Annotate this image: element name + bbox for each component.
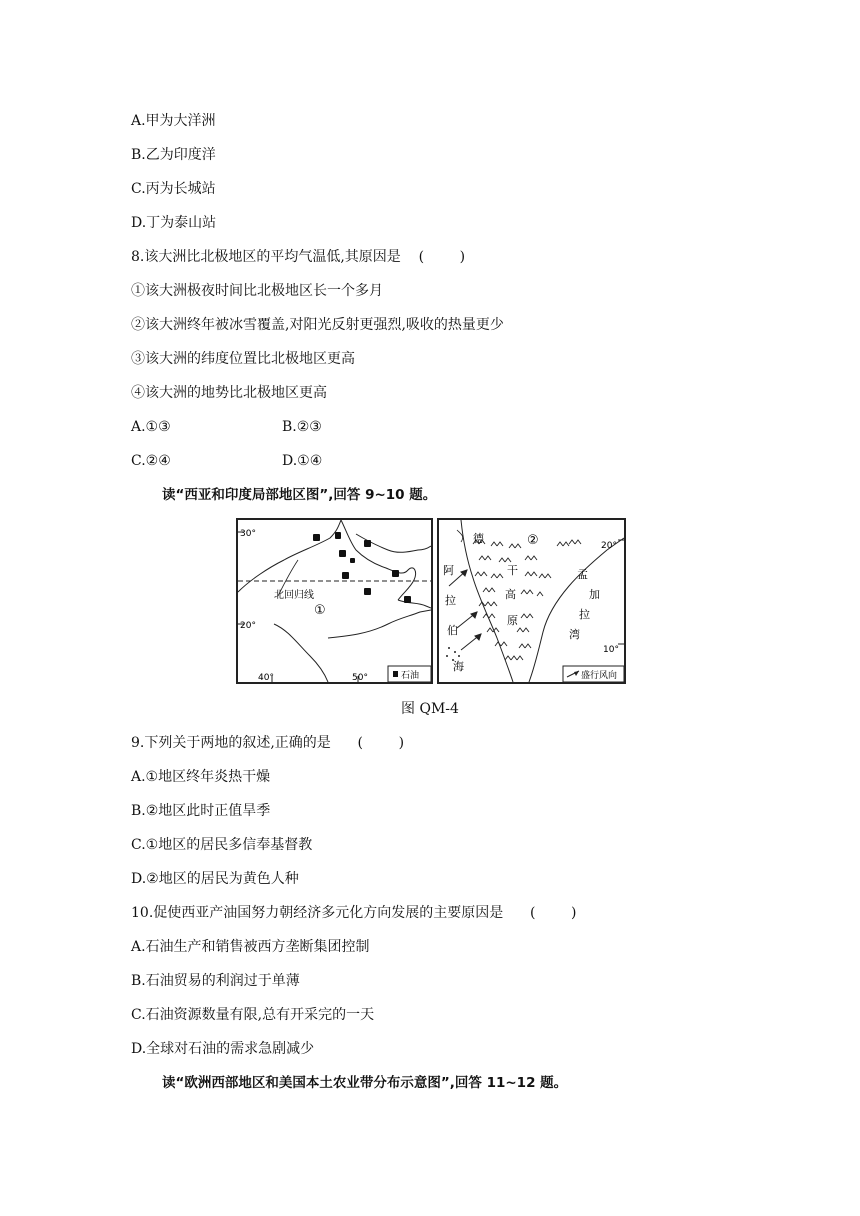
figure-caption: 图 QM-4: [401, 701, 459, 717]
q8-item-2: ②该大洲终年被冰雪覆盖,对阳光反射更强烈,吸收的热量更少: [131, 317, 504, 333]
label-de: 德: [473, 532, 484, 545]
label-a: 阿: [443, 564, 454, 577]
left-lon-50: 50°: [352, 673, 368, 682]
right-lat-10: 10°: [603, 645, 619, 655]
q8-option-b: B.②③: [282, 419, 322, 435]
india-map: [437, 518, 626, 684]
q8-option-d: D.①④: [282, 453, 323, 469]
label-wan: 湾: [569, 628, 580, 641]
q8-item-1: ①该大洲极夜时间比北极地区长一个多月: [131, 283, 383, 299]
q7-option-a: A.甲为大洋洲: [131, 113, 216, 129]
intro-questions-9-10: 读“西亚和印度局部地区图”,回答 9~10 题。: [162, 487, 437, 503]
q10-stem: 10.促使西亚产油国努力朝经济多元化方向发展的主要原因是 ( ): [131, 905, 577, 921]
legend-oil-label: 石油: [401, 671, 420, 681]
label-meng: 孟: [577, 568, 588, 581]
q8-item-4: ④该大洲的地势比北极地区更高: [131, 385, 327, 401]
west-asia-map: [236, 518, 433, 684]
label-hai: 海: [453, 660, 464, 673]
q10-option-c: C.石油资源数量有限,总有开采完的一天: [131, 1007, 375, 1023]
region-2-label: ②: [527, 533, 539, 548]
label-la: 拉: [445, 594, 456, 607]
q7-option-c: C.丙为长城站: [131, 181, 216, 197]
left-lon-40: 40°: [258, 673, 274, 682]
q8-option-c: C.②④: [131, 453, 171, 469]
tropic-label: 北回归线: [274, 590, 314, 601]
q8-option-a: A.①③: [131, 419, 171, 435]
intro-questions-11-12: 读“欧洲西部地区和美国本土农业带分布示意图”,回答 11~12 题。: [162, 1075, 568, 1091]
label-gan: 干: [507, 564, 518, 577]
q9-stem: 9.下列关于两地的叙述,正确的是 ( ): [131, 735, 405, 751]
q9-option-a: A.①地区终年炎热干燥: [131, 769, 271, 785]
right-lat-20: 20°: [601, 541, 617, 551]
q10-option-d: D.全球对石油的需求急剧减少: [131, 1041, 315, 1057]
label-yuan: 原: [507, 614, 518, 627]
region-1-label: ①: [314, 603, 326, 618]
legend-wind-label: 盛行风向: [581, 671, 618, 681]
q7-option-b: B.乙为印度洋: [131, 147, 216, 163]
q10-option-a: A.石油生产和销售被西方垄断集团控制: [131, 939, 370, 955]
label-bo: 伯: [447, 624, 458, 637]
label-gao: 高: [505, 588, 516, 601]
q10-option-b: B.石油贸易的利润过于单薄: [131, 973, 300, 989]
label-la-2: 拉: [579, 608, 590, 621]
q8-stem: 8.该大洲比北极地区的平均气温低,其原因是 ( ): [131, 249, 466, 265]
left-lat-20: 20°: [240, 621, 256, 631]
q9-option-d: D.②地区的居民为黄色人种: [131, 871, 299, 887]
q9-option-c: C.①地区的居民多信奉基督教: [131, 837, 313, 853]
q9-option-b: B.②地区此时正值旱季: [131, 803, 271, 819]
q7-option-d: D.丁为泰山站: [131, 215, 217, 231]
q8-item-3: ③该大洲的纬度位置比北极地区更高: [131, 351, 355, 367]
label-jia: 加: [589, 588, 600, 601]
left-lat-30: 30°: [240, 529, 256, 539]
